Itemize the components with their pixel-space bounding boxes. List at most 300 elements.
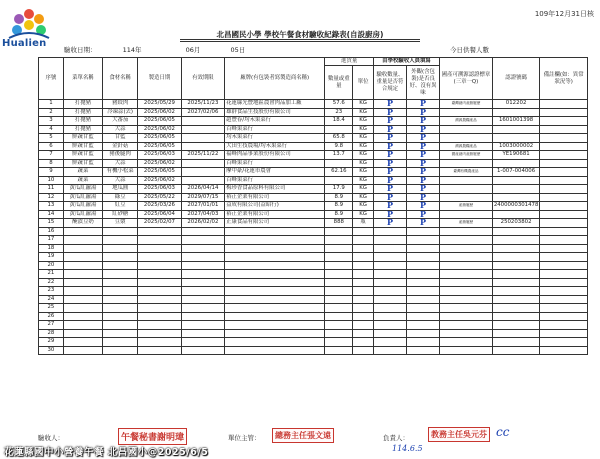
cell-supplier: 福峰肉品事業股份有限公司 <box>225 151 325 160</box>
cell-empty <box>103 287 138 296</box>
table-row <box>39 227 588 236</box>
cell-seq: 18 <box>39 244 64 253</box>
handwritten-date: 114.6.5 <box>392 444 423 453</box>
cell-empty <box>63 287 102 296</box>
cell-empty <box>492 338 540 347</box>
cell-supplier: 花蓮縣光豐地區農會肉品加工廠 <box>225 100 325 109</box>
cell-empty <box>225 287 325 296</box>
cell-origin: 臺灣有機農產品 <box>440 168 493 177</box>
header-qty: 數量或重量 <box>325 66 353 100</box>
cell-empty <box>540 236 588 245</box>
cell-empty <box>138 295 181 304</box>
cell-seq: 11 <box>39 185 64 194</box>
cell-ingredient: 地瓜圓 <box>103 185 138 194</box>
cell-dish: 黃瓜紅蘿湯 <box>63 193 102 202</box>
table-row <box>39 346 588 355</box>
table-row <box>39 142 588 151</box>
cell-cert: 1601001398 <box>492 117 540 126</box>
cell-origin <box>440 185 493 194</box>
table-row <box>39 261 588 270</box>
cell-empty <box>540 346 588 355</box>
cell-seq: 14 <box>39 210 64 219</box>
cell-empty <box>63 270 102 279</box>
cell-c2: P <box>407 193 440 202</box>
cell-mfg: 2025/06/02 <box>138 159 181 168</box>
header-seq: 序號 <box>39 58 64 100</box>
cell-cert <box>492 210 540 219</box>
receive-date-line <box>64 45 245 54</box>
cell-cert <box>492 108 540 117</box>
cell-c2: P <box>407 168 440 177</box>
cell-empty <box>103 338 138 347</box>
cell-empty <box>540 321 588 330</box>
cell-seq: 7 <box>39 151 64 160</box>
cell-empty <box>440 244 493 253</box>
cell-c1: P <box>373 219 406 228</box>
cell-c1: P <box>373 176 406 185</box>
cell-remark <box>540 219 588 228</box>
cell-qty: 65.8 <box>325 134 353 143</box>
cell-empty <box>138 227 181 236</box>
cell-empty <box>540 253 588 262</box>
table-row <box>39 312 588 321</box>
cell-empty <box>440 261 493 270</box>
cell-empty <box>138 329 181 338</box>
cell-origin: 臺灣豬肉產銷履歷 <box>440 100 493 109</box>
cell-cert: 250203802 <box>492 219 540 228</box>
cell-empty <box>353 338 374 347</box>
table-row <box>39 159 588 168</box>
cell-empty <box>440 329 493 338</box>
cell-empty <box>225 278 325 287</box>
cell-seq: 30 <box>39 346 64 355</box>
cell-exp <box>181 134 224 143</box>
table-row <box>39 244 588 253</box>
lunch-secretary-seal: 午餐秘書謝明瑋 <box>118 428 187 445</box>
cell-exp: 2026/02/02 <box>181 219 224 228</box>
cell-dish: 鮮蔬甘藍 <box>63 142 102 151</box>
receive-month: 06月 <box>185 46 201 54</box>
header-mfg-date: 製造日期 <box>138 58 181 100</box>
cell-empty <box>225 261 325 270</box>
brand-name: Hualien <box>2 38 47 49</box>
cell-seq: 15 <box>39 219 64 228</box>
cell-c2: P <box>407 134 440 143</box>
cell-c2: P <box>407 108 440 117</box>
cell-empty <box>373 321 406 330</box>
table-row <box>39 304 588 313</box>
cell-seq: 28 <box>39 329 64 338</box>
cell-empty <box>540 287 588 296</box>
header-origin: 國產可溯源認證標章(三章一Q) <box>440 58 493 100</box>
cell-empty <box>353 304 374 313</box>
cell-empty <box>63 244 102 253</box>
cell-ingredient: 金針菇 <box>103 142 138 151</box>
cell-c2: P <box>407 142 440 151</box>
cell-empty <box>440 270 493 279</box>
cell-empty <box>492 253 540 262</box>
cell-empty <box>63 304 102 313</box>
cell-empty <box>492 304 540 313</box>
cell-empty <box>103 227 138 236</box>
cell-unit: KG <box>353 168 374 177</box>
approval-date-stamp: 109年12月31日核 <box>534 10 594 18</box>
hualien-flower-logo-icon <box>6 8 52 60</box>
cell-empty <box>440 227 493 236</box>
cell-empty <box>407 278 440 287</box>
cell-empty <box>492 236 540 245</box>
cell-empty <box>225 346 325 355</box>
cell-seq: 19 <box>39 253 64 262</box>
title-underline-double <box>180 41 420 42</box>
cell-empty <box>373 270 406 279</box>
cell-mfg: 2025/06/05 <box>138 142 181 151</box>
serving-count-label: 今日供餐人數 <box>450 46 489 54</box>
table-row <box>39 329 588 338</box>
cell-exp: 2027/02/06 <box>181 108 224 117</box>
cell-unit: KG <box>353 142 374 151</box>
table-row <box>39 287 588 296</box>
cell-empty <box>373 253 406 262</box>
cell-empty <box>138 338 181 347</box>
cell-seq: 20 <box>39 261 64 270</box>
cell-unit: 瓶 <box>353 219 374 228</box>
cell-supplier: 梅珍香食品原料有限公司 <box>225 185 325 194</box>
inspection-log-table <box>38 57 588 355</box>
cell-c2: P <box>407 210 440 219</box>
cell-seq: 5 <box>39 134 64 143</box>
cell-empty <box>225 304 325 313</box>
cell-exp <box>181 176 224 185</box>
cell-seq: 2 <box>39 108 64 117</box>
table-row <box>39 151 588 160</box>
cell-empty <box>407 338 440 347</box>
form-title: 北昌國民小學 學校午餐食材驗收紀錄表(自設廚房) <box>216 30 384 39</box>
cell-empty <box>373 227 406 236</box>
cell-empty <box>63 236 102 245</box>
cell-cert <box>492 134 540 143</box>
cell-unit: KG <box>353 100 374 109</box>
cell-seq: 27 <box>39 321 64 330</box>
cell-c1: P <box>373 185 406 194</box>
cell-qty: 57.6 <box>325 100 353 109</box>
cell-unit: KG <box>353 151 374 160</box>
cell-empty <box>492 329 540 338</box>
cell-empty <box>353 244 374 253</box>
cell-empty <box>181 253 224 262</box>
cell-empty <box>138 261 181 270</box>
cell-empty <box>181 261 224 270</box>
cell-ingredient: 冷凍蒜(去) <box>103 108 138 117</box>
cell-empty <box>492 321 540 330</box>
cell-empty <box>181 329 224 338</box>
supervisor-label: 單位主管： <box>228 434 261 442</box>
cell-empty <box>325 244 353 253</box>
cell-c2: P <box>407 202 440 211</box>
cell-ingredient: 紅砂糖 <box>103 210 138 219</box>
cell-supplier: 正康食品有限公司 <box>225 219 325 228</box>
cell-c2: P <box>407 151 440 160</box>
cell-cert: 1-007-004006 <box>492 168 540 177</box>
cell-remark <box>540 176 588 185</box>
cell-mfg: 2025/05/22 <box>138 193 181 202</box>
cell-empty <box>353 253 374 262</box>
cell-mfg: 2025/06/03 <box>138 185 181 194</box>
cell-unit: KG <box>353 176 374 185</box>
cell-origin: 溯源農糧產品 <box>440 142 493 151</box>
cell-mfg: 2025/06/02 <box>138 125 181 134</box>
cell-qty: 9.8 <box>325 142 353 151</box>
cell-empty <box>138 346 181 355</box>
cell-empty <box>540 244 588 253</box>
cell-dish: 醃漬豆奶 <box>63 219 102 228</box>
cell-origin <box>440 193 493 202</box>
receiver-label: 驗收人： <box>38 434 64 442</box>
cell-empty <box>540 278 588 287</box>
cell-cert <box>492 125 540 134</box>
cell-seq: 12 <box>39 193 64 202</box>
cell-mfg: 2025/06/02 <box>138 176 181 185</box>
handwritten-signature: cc <box>496 425 510 439</box>
cell-remark <box>540 142 588 151</box>
cell-c2: P <box>407 100 440 109</box>
cell-dish: 蔬菜 <box>63 168 102 177</box>
principal-label: 負責人： <box>383 434 409 442</box>
cell-seq: 10 <box>39 176 64 185</box>
cell-empty <box>440 304 493 313</box>
cell-exp: 2029/07/15 <box>181 193 224 202</box>
cell-empty <box>181 346 224 355</box>
cell-cert: 2400000301478 <box>493 202 539 208</box>
cell-empty <box>440 236 493 245</box>
cell-remark <box>540 100 588 109</box>
cell-empty <box>407 312 440 321</box>
cell-ingredient: 大蒜 <box>103 176 138 185</box>
cell-dish: 打拋豬 <box>63 100 102 109</box>
cell-empty <box>138 304 181 313</box>
cell-empty <box>325 227 353 236</box>
cell-seq: 6 <box>39 142 64 151</box>
cell-mfg: 2025/06/05 <box>138 168 181 177</box>
cell-empty <box>63 261 102 270</box>
cell-empty <box>63 346 102 355</box>
cell-seq: 21 <box>39 270 64 279</box>
cell-ingredient: 豬絞肉 <box>103 100 138 109</box>
cell-exp: 2026/04/14 <box>181 185 224 194</box>
cell-empty <box>103 253 138 262</box>
cell-qty: 17.9 <box>325 185 353 194</box>
cell-ingredient: 豬後腿肉 <box>103 151 138 160</box>
cell-remark <box>540 125 588 134</box>
cell-supplier: 大田生技農場/均禾果菜行 <box>225 142 325 151</box>
cell-empty <box>138 270 181 279</box>
cell-qty: 888 <box>325 219 353 228</box>
cell-empty <box>225 329 325 338</box>
cell-remark <box>540 134 588 143</box>
cell-empty <box>373 304 406 313</box>
cell-dish: 黃瓜紅蘿湯 <box>63 185 102 194</box>
receive-year: 114年 <box>122 46 142 54</box>
cell-dish: 黃瓜紅蘿湯 <box>63 202 102 211</box>
cell-c1: P <box>373 108 406 117</box>
cell-empty <box>353 312 374 321</box>
cell-c2: P <box>407 219 440 228</box>
cell-empty <box>540 304 588 313</box>
cell-empty <box>225 295 325 304</box>
cell-empty <box>492 295 540 304</box>
cell-empty <box>407 261 440 270</box>
cell-empty <box>181 304 224 313</box>
cell-qty: 13.7 <box>325 151 353 160</box>
cell-origin: 國產豬肉產銷履歷 <box>440 151 493 160</box>
header-cert-no: 認證號碼 <box>492 58 540 100</box>
cell-c1: P <box>373 100 406 109</box>
cell-empty <box>540 312 588 321</box>
header-supplier: 廠牌(有包裝者寫製造商名稱) <box>225 58 325 100</box>
cell-empty <box>103 244 138 253</box>
cell-empty <box>181 236 224 245</box>
cell-mfg: 2025/02/07 <box>138 219 181 228</box>
cell-c1: P <box>373 193 406 202</box>
cell-ingredient: 綠豆 <box>103 193 138 202</box>
cell-empty <box>373 244 406 253</box>
cell-empty <box>103 304 138 313</box>
cell-empty <box>540 270 588 279</box>
cell-remark <box>540 117 588 126</box>
cell-exp <box>181 142 224 151</box>
academic-director-seal: 教務主任吳元芬 <box>428 427 490 442</box>
cell-empty <box>225 312 325 321</box>
cell-unit: KG <box>353 193 374 202</box>
cell-empty <box>325 321 353 330</box>
cell-c1: P <box>373 151 406 160</box>
cell-mfg: 2025/06/04 <box>138 210 181 219</box>
cell-empty <box>492 312 540 321</box>
cell-empty <box>407 244 440 253</box>
cell-c1: P <box>373 168 406 177</box>
cell-empty <box>325 278 353 287</box>
cell-mfg: 2025/03/26 <box>138 202 181 211</box>
cell-empty <box>325 304 353 313</box>
cell-dish: 黃瓜紅蘿湯 <box>63 210 102 219</box>
cell-empty <box>181 278 224 287</box>
cell-origin: 產銷履歷 <box>440 202 493 211</box>
cell-remark <box>540 193 588 202</box>
cell-empty <box>325 287 353 296</box>
cell-empty <box>440 253 493 262</box>
cell-origin <box>440 125 493 134</box>
cell-empty <box>440 346 493 355</box>
cell-empty <box>407 304 440 313</box>
cell-empty <box>353 287 374 296</box>
cell-supplier: 均禾果菜行 <box>225 134 325 143</box>
cell-empty <box>492 287 540 296</box>
cell-exp <box>181 125 224 134</box>
cell-supplier: 摩中豪/花蓮市農會 <box>225 168 325 177</box>
cell-empty <box>407 346 440 355</box>
cell-exp: 2025/11/23 <box>181 100 224 109</box>
cell-empty <box>103 278 138 287</box>
cell-empty <box>325 346 353 355</box>
cell-empty <box>181 270 224 279</box>
cell-mfg: 2025/05/29 <box>138 100 181 109</box>
cell-seq: 3 <box>39 117 64 126</box>
cell-empty <box>103 261 138 270</box>
cell-empty <box>407 253 440 262</box>
cell-seq: 16 <box>39 227 64 236</box>
table-row <box>39 236 588 245</box>
cell-seq: 13 <box>39 202 64 211</box>
cell-qty: 8.9 <box>325 210 353 219</box>
cell-remark <box>540 108 588 117</box>
cell-supplier: 益成有限公司(益昭行) <box>225 202 325 211</box>
cell-empty <box>353 270 374 279</box>
cell-seq: 8 <box>39 159 64 168</box>
cell-empty <box>373 312 406 321</box>
table-row <box>39 278 588 287</box>
cell-empty <box>138 278 181 287</box>
cell-c1: P <box>373 210 406 219</box>
cell-exp: 2027/04/03 <box>181 210 224 219</box>
cell-origin <box>440 108 493 117</box>
header-check-qty: 驗收數量、重量是否符合規定 <box>373 66 406 100</box>
cell-empty <box>181 295 224 304</box>
cell-origin <box>440 159 493 168</box>
cell-empty <box>325 261 353 270</box>
cell-empty <box>325 312 353 321</box>
cell-unit: KG <box>353 125 374 134</box>
cell-empty <box>181 338 224 347</box>
cell-empty <box>540 261 588 270</box>
cell-empty <box>325 295 353 304</box>
cell-seq: 22 <box>39 278 64 287</box>
cell-cert <box>492 159 540 168</box>
cell-empty <box>325 338 353 347</box>
cell-empty <box>103 312 138 321</box>
cell-supplier: 裕正企業有限公司 <box>225 193 325 202</box>
cell-qty: 23 <box>325 108 353 117</box>
cell-seq: 25 <box>39 304 64 313</box>
table-row <box>39 168 588 177</box>
table-row <box>39 193 588 202</box>
cell-c2: P <box>407 176 440 185</box>
cell-ingredient: 豆漿 <box>103 219 138 228</box>
cell-unit: KG <box>353 202 374 211</box>
cell-dish: 打拋豬 <box>63 108 102 117</box>
cell-mfg: 2025/06/05 <box>138 134 181 143</box>
cell-empty <box>138 321 181 330</box>
table-row <box>39 108 588 117</box>
cell-supplier: 趙豐春/均禾果菜行 <box>225 117 325 126</box>
header-qty-group: 進貨量 <box>325 58 374 66</box>
cell-empty <box>440 312 493 321</box>
cell-empty <box>103 295 138 304</box>
cell-empty <box>138 253 181 262</box>
receive-date-label: 驗收日期： <box>64 46 97 54</box>
cell-empty <box>181 287 224 296</box>
cell-cert <box>492 193 540 202</box>
cell-supplier: 雄群食品生技股份有限公司 <box>225 108 325 117</box>
cell-empty <box>63 295 102 304</box>
cell-c2: P <box>407 117 440 126</box>
cell-empty <box>492 270 540 279</box>
cell-c1: P <box>373 142 406 151</box>
cell-unit: KG <box>353 185 374 194</box>
cell-supplier: 百峰果菜行 <box>225 176 325 185</box>
cell-qty: 62.16 <box>325 168 353 177</box>
cell-empty <box>103 236 138 245</box>
cell-seq: 9 <box>39 168 64 177</box>
